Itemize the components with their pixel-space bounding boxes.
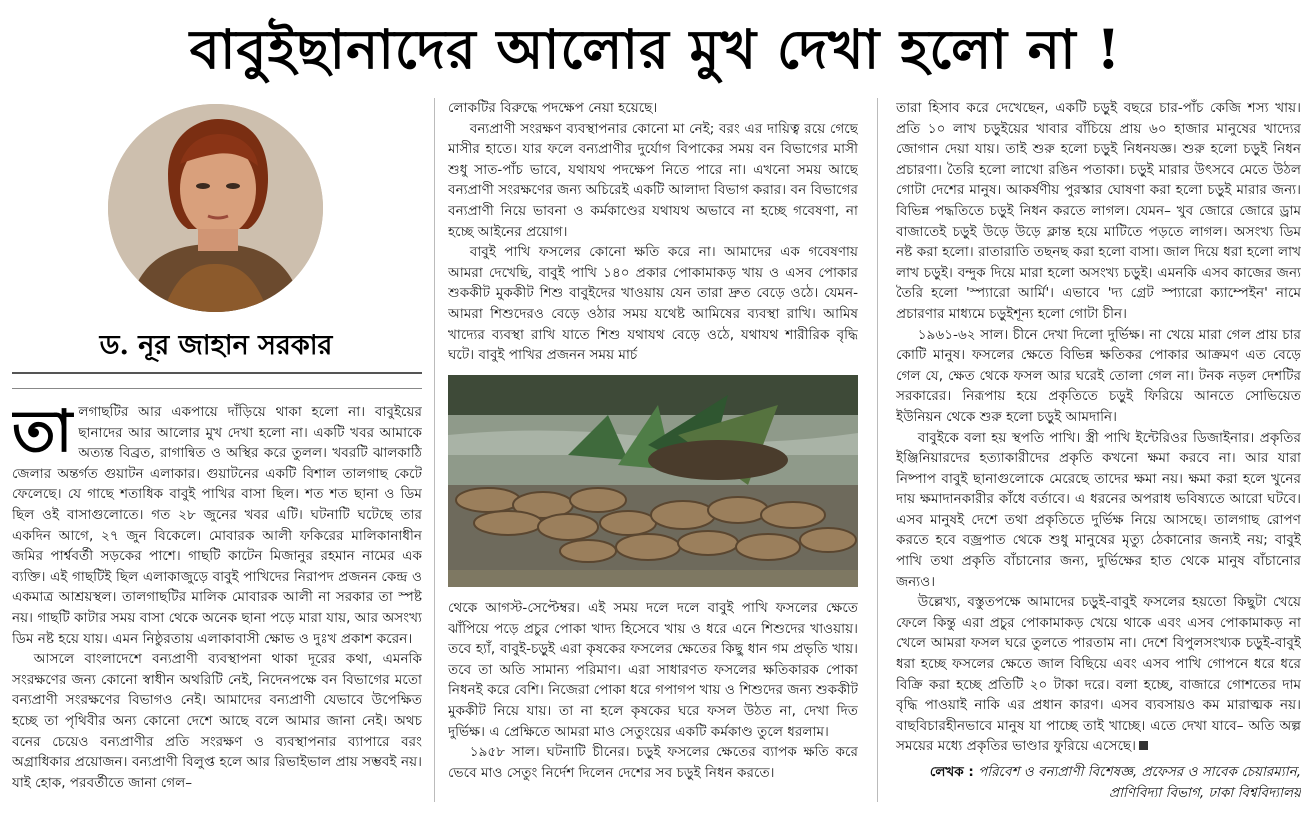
drop-cap: তা bbox=[12, 402, 73, 465]
article-column-2-bottom bbox=[448, 598, 858, 806]
paragraph: থেকে আগস্ট-সেপ্টেম্বর। এই সময় দলে দলে বাবুই পাখি ফসলের ক্ষেতে ঝাঁপিয়ে পড়ে প্রচুর পোকা খাদ্য হিসেবে খায় ও ধরে এনে শিশুদের খাওয়ায়। তবে হ্যাঁ, বাবুই-চড়ুই এরা কৃষকের ফসলের ক্ষেতের কিছু ধান গম প্রভৃতি খায়। তবে তা অতি সামান্য পরিমাণ। এরা সাধারণত ফসলের ক্ষতিকারক পোকা নিধনই করে বেশি। নিজেরা পোকা ধরে গপাগপ খায় ও শিশুদের জন্য শুককীট মুককীট নিয়ে যায়। তা না হলে কৃষকের ঘরে ফসল উঠত না, দেখা দিত দুর্ভিক্ষ। এ প্রেক্ষিতে আমরা মাও সেতুংয়ের একটি কর্মকাণ্ড তুলে ধরলাম। bbox=[448, 600, 858, 740]
article-column-3 bbox=[896, 98, 1301, 758]
paragraph: তালগাছটির আর একপায়ে দাঁড়িয়ে থাকা হলো না। বাবুইয়ের ছানাদের আর আলোর মুখ দেখা হলো না। একটি খবর আমাকে অত্যন্ত বিব্রত, রাগান্বিত ও অস্থির করে তুলল। খবরটি ঝালকাঠি জেলার অন্তর্গত গুয়াটন এলাকার। গুয়াটনের একটি বিশাল তালগাছ কেটে ফেলেছে। যে গাছে শতাধিক বাবুই পাখির বাসা ছিল। শত শত ছানা ও ডিম ছিল ওই বাসাগুলোতে। গত ২৮ জুনের খবর এটি। ঘটনাটি ঘটেছে তার একদিন আগে, ২৭ জুন বিকেলে। মোবারক আলী ফকিরের মালিকানাধীন জমির পার্শ্ববর্তী সড়কের পাশে। গাছটি কাটেন মিজানুর রহমান নামের এক ব্যক্তি। এই গাছটিই ছিল এলাকাজুড়ে বাবুই পাখিদের নিরাপদ প্রজনন কেন্দ্র ও একমাত্র আশ্রয়স্থল। তালগাছটির মালিক মোবারক আলী না সরকার তা স্পষ্ট নয়। গাছটি কাটার সময় বাসা থেকে অনেক ছানা পড়ে মারা যায়, আর অসংখ্য ডিম নষ্ট হয়ে যায়। এমন নিষ্ঠুরতায় এলাকাবাসী ক্ষোভ ও দুঃখ প্রকাশ করেন। bbox=[12, 402, 422, 647]
paragraph: তারা হিসাব করে দেখেছেন, একটি চড়ুই বছরে চার-পাঁচ কেজি শস্য খায়। প্রতি ১০ লাখ চড়ুইয়ের খাবার বাঁচিয়ে প্রায় ৬০ হাজার মানুষের খাদ্যের জোগান দেয়া যায়। তাই শুরু হলো চড়ুই নিধনযজ্ঞ। শুরু হলো চড়ুই নিধন প্রচারণা। তৈরি হলো লাখো রঙিন পতাকা। চড়ুই মারার উৎসবে মেতে উঠল গোটা দেশের মানুষ। আকর্ষণীয় পুরস্কার ঘোষণা করা হলো চড়ুই মারার জন্য। বিভিন্ন পদ্ধতিতে চড়ুই নিধন করতে লাগল। যেমন– খুব জোরে জোরে ড্রাম বাজাতেই চড়ুই উড়ে উড়ে ক্লান্ত হয়ে মাটিতে পড়তে লাগল। অসংখ্য ডিম নষ্ট করা হলো। রাতারাতি তছনছ করা হলো বাসা। জাল দিয়ে ধরা হলো লাখ লাখ চড়ুই। বন্দুক দিয়ে মারা হলো অসংখ্য চড়ুই। এমনকি এসব কাজের জন্য তৈরি হলো 'স্প্যারো আর্মি'। এভাবে 'দ্য গ্রেট স্প্যারো ক্যাম্পেইন' নামে প্রচারণার মাধ্যমে চড়ুইশূন্য হলো গোটা চীন। bbox=[896, 100, 1301, 322]
column-rule-1 bbox=[434, 98, 435, 802]
paragraph: বন্যপ্রাণী সংরক্ষণ ব্যবস্থাপনার কোনো মা নেই; বরং এর দায়িত্ব রয়ে গেছে মাসীর হাতে। যার ফলে বন্যপ্রাণীর দুর্যোগ বিপাকের সময় বন বিভাগের মাসী শুধু সাত-পাঁচ ভাবে, যথাযথ পদক্ষেপ নিতে পারে না। এখনো সময় আছে বন্যপ্রাণী সংরক্ষণের জন্য অচিরেই একটি আলাদা বিভাগ করার। বন বিভাগের বন্যপ্রাণী নিয়ে ভাবনা ও কর্মকাণ্ডের যথাযথ অভাবে না হচ্ছে গবেষণা, না হচ্ছে আইনের প্রয়োগ। bbox=[448, 120, 858, 240]
author-photo bbox=[108, 104, 323, 312]
article-column-1 bbox=[12, 402, 422, 806]
article-column-2-top bbox=[448, 98, 858, 368]
paragraph: লোকটির বিরুদ্ধে পদক্ষেপ নেয়া হয়েছে। bbox=[448, 100, 658, 116]
paragraph: বাবুই পাখি ফসলের কোনো ক্ষতি করে না। আমাদের এক গবেষণায় আমরা দেখেছি, বাবুই পাখি ১৪০ প্রকার পোকামাকড় খায় ও এসব পোকার শুককীট মুককীট শিশু বাবুইদের খাওয়ায় যেন তারা দ্রুত বেড়ে ওঠে। যেমন- আমরা শিশুদেরও বেড়ে ওঠার সময় যথেষ্ট আমিষের ব্যবস্থা রাখি। আমিষ খাদ্যের ব্যবস্থা রাখি যাতে শিশু যথাযথ বেড়ে ওঠে, যথাযথ শারীরিক বৃদ্ধি ঘটে। বাবুই পাখির প্রজনন সময় মার্চ bbox=[448, 244, 858, 364]
paragraph: বাবুইকে বলা হয় স্থপতি পাখি। স্ত্রী পাখি ইন্টেরিওর ডিজাইনার। প্রকৃতির ইঞ্জিনিয়ারদের হত্যাকারীদের প্রকৃতি কখনো ক্ষমা করবে না। আর যারা নিষ্পাপ বাবুই ছানাগুলোকে মেরেছে তাদের ক্ষমা নয়। ক্ষমা করা হলে খুনের দায় ক্ষমাদানকারীর কাঁধে বর্তাবে। এ ধরনের অপরাধ ভবিষ্যতে আরো ঘটবে। এসব মানুষই দেশে তথা প্রকৃতিতে দুর্ভিক্ষ নিয়ে আসছে। তালগাছ রোপণ করতে হবে বজ্রপাত থেকে শুধু মানুষের মৃত্যু ঠেকানোর জন্যই নয়; বাবুই পাখি তথা প্রকৃতি বাঁচানোর জন্য, দুর্ভিক্ষের হাত থেকে মানুষ বাঁচানোর জন্যও। bbox=[896, 429, 1301, 590]
column-rule-2 bbox=[877, 98, 878, 802]
paragraph: আসলে বাংলাদেশে বন্যপ্রাণী ব্যবস্থাপনা থাকা দূরের কথা, এমনকি সংরক্ষণের জন্য কোনো স্বাধীন অথরিটি নেই, নিদেনপক্ষে বন বিভাগের মতো বন্যপ্রাণী সংরক্ষণের বিভাগও নেই। আমাদের বন্যপ্রাণী যেভাবে উপেক্ষিত হচ্ছে তা পৃথিবীর অন্য কোনো দেশে আছে বলে আমার জানা নেই। অথচ বনের চেয়েও বন্যপ্রাণীর প্রতি সংরক্ষণ ও ব্যবস্থাপনার ব্যাপারে বরং অগ্রাধিকার প্রয়োজন। বন্যপ্রাণী বিলুপ্ত হলে আর রিভাইভাল প্রায় সম্ভবই নয়। যাই হোক, পরবর্তীতে জানা গেল– bbox=[12, 651, 422, 791]
headline: বাবুইছানাদের আলোর মুখ দেখা হলো না ! bbox=[189, 17, 1122, 81]
byline-divider bbox=[12, 372, 422, 374]
credit-text: পরিবেশ ও বন্যপ্রাণী বিশেষজ্ঞ, প্রফেসর ও সাবেক চেয়ারম্যান, প্রাণিবিদ্যা বিভাগ, ঢাকা বিশ্ববিদ্যালয় bbox=[978, 764, 1301, 801]
author-byline: ড. নূর জাহান সরকার bbox=[99, 330, 333, 361]
paragraph: ১৯৫৮ সাল। ঘটনাটি চীনের। চড়ুই ফসলের ক্ষেতের ব্যাপক ক্ষতি করে ভেবে মাও সেতুং নির্দেশ দিলেন দেশের সব চড়ুই নিধন করতে। bbox=[448, 744, 858, 781]
paragraph: ১৯৬১-৬২ সাল। চীনে দেখা দিলো দুর্ভিক্ষ। না খেয়ে মারা গেল প্রায় চার কোটি মানুষ। ফসলের ক্ষেতে বিভিন্ন ক্ষতিকর পোকার আক্রমণ এত বেড়ে গেল যে, ক্ষেত থেকে ফসল আর ঘরেই তোলা গেল না। টনক নড়ল দেশটির সরকারের। নিরূপায় হয়ে প্রকৃতিতে চড়ুই ফিরিয়ে আনতে সোভিয়েত ইউনিয়ন থেকে শুরু হলো চড়ুই আমদানি। bbox=[896, 326, 1301, 425]
end-mark-icon bbox=[1139, 741, 1148, 750]
article-photo-felled-palm-nests bbox=[448, 375, 858, 587]
paragraph: উল্লেখ্য, বস্তুতপক্ষে আমাদের চড়ুই-বাবুই ফসলের হয়তো কিছুটা খেয়ে ফেলে কিন্তু এরা প্রচুর পোকামাকড় খেয়ে থাকে এবং এসব পোকামাকড় না খেলে আমরা ফসল ঘরে তুলতে পারতাম না। দেশে বিপুলসংখ্যক চড়ুই-বাবুই ধরা হচ্ছে ফসলের ক্ষেতে জাল বিছিয়ে এবং এসব পাখি গোপনে ধরে ধরে বিক্রি করা হচ্ছে প্রতিটি ২০ টাকা দরে। বলা হচ্ছে, বাজারে গোশতের দাম বৃদ্ধি পাওয়াই নাকি এর প্রধান কারণ। এসব ব্যবসায়ও কম মারাত্মক নয়। বাছবিচারহীনভাবে মানুষ যা পাচ্ছে তাই খাচ্ছে। এতে দেখা যাবে– অতি অল্প সময়ের মধ্যে প্রকৃতির ভাণ্ডার ফুরিয়ে এসেছে। bbox=[896, 594, 1301, 755]
credit-label: লেখক : bbox=[929, 764, 974, 780]
author-credit bbox=[896, 762, 1301, 806]
column-divider bbox=[12, 388, 422, 389]
